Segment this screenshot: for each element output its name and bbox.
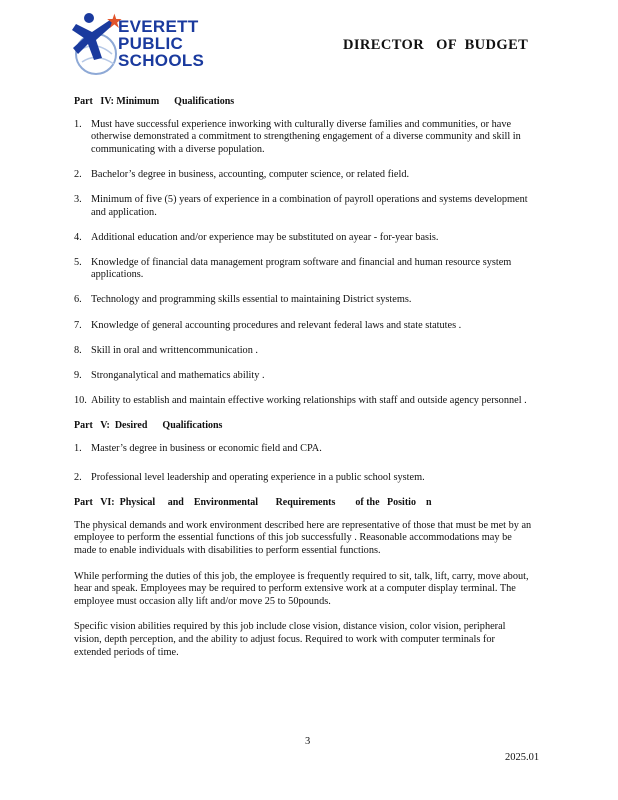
section-heading-physical-requirements: Part VI: Physical and Environmental Requirements of the Positio n <box>74 497 432 509</box>
desired-qualifications-list <box>74 443 534 485</box>
list-item <box>74 320 534 333</box>
item-number: 3. <box>74 193 82 205</box>
item-text: Technology and programming skills essential to maintaining District systems. <box>91 294 412 306</box>
list-item <box>74 395 534 408</box>
item-text: Skill in oral and writtencommunication . <box>91 344 259 356</box>
paragraph-vision: Specific vision abilities required by this job include close vision, distance vision, color vision, peripheral vision, depth perception, and the ability to adjust focus. Required to work with computer terminals for extended periods of time. <box>74 621 506 658</box>
revision-date: 2025.01 <box>505 752 540 763</box>
item-number: 1. <box>74 118 82 130</box>
paragraph-physical-demands: The physical demands and work environment described here are representative of those that must be met by an employee to perform the essential functions of this job successfully . Reasonable accommodations may be made to enable individuals with disabilities to perform essential functions. <box>74 519 532 556</box>
item-text: Master’s degree in business or economic field and CPA. <box>91 442 322 454</box>
document-body <box>74 96 534 672</box>
logo-line-3: SCHOOLS <box>118 51 205 70</box>
document-title: DIRECTOR OF BUDGET <box>343 37 529 53</box>
item-number: 9. <box>74 369 82 381</box>
section-heading-minimum-qualifications: Part IV: Minimum Qualifications <box>74 96 235 107</box>
list-item <box>74 294 534 307</box>
item-text: Stronganalytical and mathematics ability . <box>91 369 265 381</box>
list-item <box>74 119 534 157</box>
item-number: 6. <box>74 294 82 306</box>
paragraph-duties: While performing the duties of this job, the employee is frequently required to sit, talk, lift, carry, move about, hear and speak. Employees may be required to perform extensive work at a computer display terminal. The employee must occasion ally lift and/or move 25 to 50pounds. <box>74 570 529 607</box>
item-number: 2. <box>74 472 82 484</box>
item-number: 2. <box>74 168 82 180</box>
item-number: 10. <box>74 394 87 406</box>
item-number: 4. <box>74 231 82 243</box>
item-text: Bachelor’s degree in business, accounting, computer science, or related field. <box>91 168 410 180</box>
section-heading-desired-qualifications: Part V: Desired Qualifications <box>74 419 223 431</box>
list-item <box>74 443 534 456</box>
logo-line-1: EVERETT <box>118 17 199 36</box>
list-item <box>74 232 534 245</box>
item-number: 8. <box>74 344 82 356</box>
list-item <box>74 370 534 383</box>
item-number: 1. <box>74 442 82 454</box>
list-item <box>74 194 534 219</box>
item-text: Knowledge of general accounting procedures and relevant federal laws and state statutes . <box>91 319 462 331</box>
item-text: Additional education and/or experience may be substituted on ayear - for-year basis. <box>91 231 439 243</box>
logo-line-2: PUBLIC <box>118 34 184 53</box>
minimum-qualifications-list <box>74 119 534 408</box>
item-number: 5. <box>74 256 82 268</box>
page-number: 3 <box>305 736 311 747</box>
item-text: Professional level leadership and operating experience in a public school system. <box>91 472 425 484</box>
item-text: Knowledge of financial data management program software and financial and human resource system applications. <box>91 256 512 281</box>
item-number: 7. <box>74 319 82 331</box>
list-item <box>74 472 534 485</box>
list-item <box>74 169 534 182</box>
item-text: Minimum of five (5) years of experience in a combination of payroll operations and systems development and application. <box>91 193 528 218</box>
item-text: Must have successful experience inworking with culturally diverse families and communities, or have otherwise demonstrated a commitment to strengthening engagement of a diverse community and skill in communicating with a diverse population. <box>91 118 521 155</box>
list-item <box>74 345 534 358</box>
item-text: Ability to establish and maintain effective working relationships with staff and outside agency personnel . <box>91 394 527 406</box>
list-item <box>74 257 534 282</box>
district-logo <box>70 8 240 78</box>
